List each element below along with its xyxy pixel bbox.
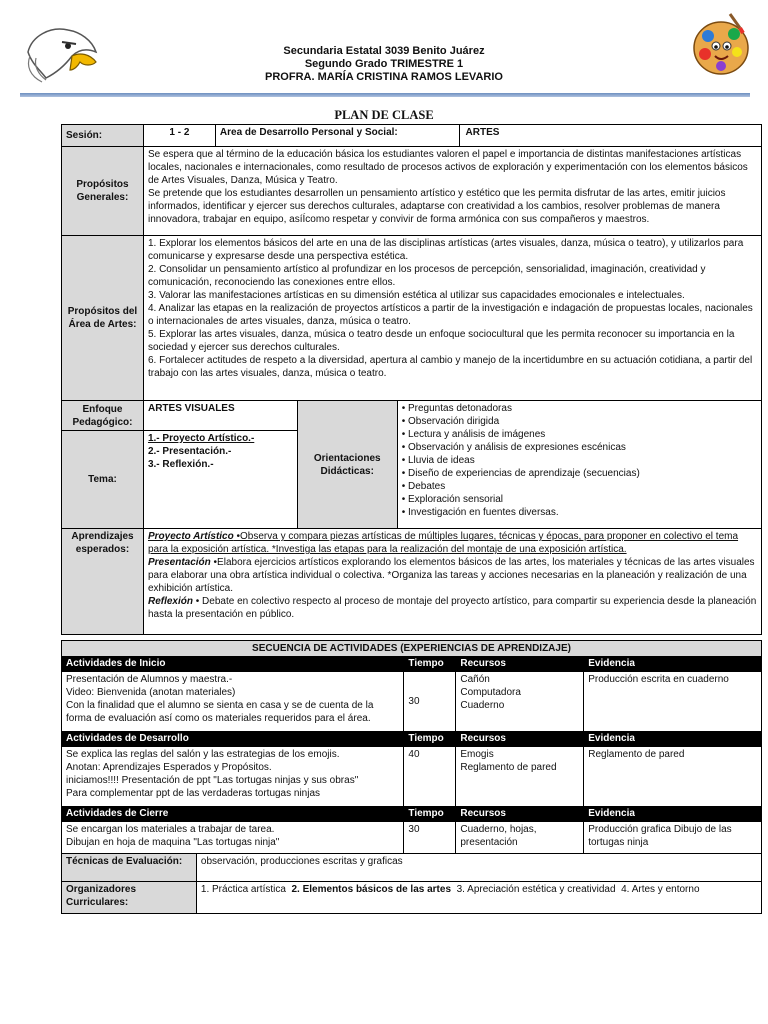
activity-line: Anotan: Aprendizajes Esperados y Propósitos. <box>66 762 272 773</box>
orientaciones-list <box>397 401 761 529</box>
orientacion-item: • Lluvia de ideas <box>402 454 757 467</box>
orientacion-item: • Diseño de experiencias de aprendizaje (secuencias) <box>402 467 757 480</box>
page-title: PLAN DE CLASE <box>334 108 434 122</box>
recurso-item: Emogis <box>460 749 494 760</box>
tema-list <box>143 431 297 529</box>
tecnicas-row <box>62 854 762 882</box>
aprendizaje-2-text: •Elabora ejercicios artísticos explorando los elementos básicos de las artes, los materiales y técnicas de las artes visuales para elaborar una obra artística individual o colectiva. *Organiza las tareas y acciones necesarias en la planeación y realización de una exhibición artística. <box>147 557 755 594</box>
orientacion-item: • Investigación en fuentes diversas. <box>402 506 757 519</box>
area-label: Area de Desarrollo Personal y Social: <box>215 125 459 147</box>
inicio-recursos <box>456 672 584 732</box>
propositos-area-text <box>143 236 761 401</box>
aprendizaje-1-text: •Observa y compara piezas artísticas de múltiples lugares, técnicas y épocas, para proponer en colectivo el tema para la exposición artística. *Investiga las etapas para la realización del montaje de una exposición artística. <box>147 531 739 555</box>
organizador-3: 3. Apreciación estética y creatividad <box>456 884 616 895</box>
cierre-activities <box>62 822 404 854</box>
desarrollo-row <box>62 747 762 807</box>
desarrollo-activities <box>62 747 404 807</box>
secuencia-title: SECUENCIA DE ACTIVIDADES (EXPERIENCIAS DE APRENDIZAJE) <box>62 641 762 657</box>
evaluation-table <box>61 853 762 914</box>
organizadores-row <box>62 882 762 914</box>
aprendizaje-3-title: Reflexión <box>147 596 193 607</box>
orientaciones-label: Orientaciones Didácticas: <box>297 401 397 529</box>
recurso-item: Cañón <box>460 674 490 685</box>
cierre-recursos: Cuaderno, hojas, presentación <box>456 822 584 854</box>
recurso-item: Computadora <box>460 687 521 698</box>
inicio-evidencia: Producción escrita en cuaderno <box>584 672 762 732</box>
secuencia-title-row <box>62 641 762 657</box>
tecnicas-label: Técnicas de Evaluación: <box>62 854 197 882</box>
evidencia-header: Evidencia <box>584 732 762 747</box>
desarrollo-header: Actividades de Desarrollo <box>62 732 404 747</box>
orientacion-item: • Observación y análisis de expresiones escénicas <box>402 441 757 454</box>
activity-line: Para complementar ppt de las verdaderas tortugas ninjas <box>66 788 321 799</box>
activity-line: Se encargan los materiales a trabajar de tarea. <box>66 824 275 835</box>
document-header <box>0 0 768 100</box>
cierre-header-row <box>62 807 762 822</box>
activity-line: Dibujan en hoja de maquina "Las tortugas ninja" <box>66 837 280 848</box>
orientacion-item: • Preguntas detonadoras <box>402 402 757 415</box>
tiempo-header: Tiempo <box>404 732 456 747</box>
cierre-header: Actividades de Cierre <box>62 807 404 822</box>
recurso-item: Reglamento de pared <box>460 762 557 773</box>
teacher-name: PROFRA. MARÍA CRISTINA RAMOS LEVARIO <box>265 71 503 83</box>
organizador-2: 2. Elementos básicos de las artes <box>291 884 452 895</box>
inicio-tiempo: 30 <box>404 672 456 732</box>
proposito-item: 3. Valorar las manifestaciones artísticas en su dimensión estética al utilizar sus capacidades emocionales e intelectuales. <box>147 290 685 301</box>
cierre-evidencia: Producción grafica Dibujo de las tortugas ninja <box>584 822 762 854</box>
inicio-header: Actividades de Inicio <box>62 657 404 672</box>
aprendizajes-text <box>143 529 761 635</box>
inicio-row <box>62 672 762 732</box>
tema-label: Tema: <box>62 431 144 529</box>
organizador-4: 4. Artes y entorno <box>621 884 700 895</box>
cierre-tiempo: 30 <box>404 822 456 854</box>
orientacion-item: • Observación dirigida <box>402 415 757 428</box>
orientacion-item: • Exploración sensorial <box>402 493 757 506</box>
inicio-activities <box>62 672 404 732</box>
proposito-item: 6. Fortalecer actitudes de respeto a la diversidad, apertura al cambio y manejo de la incertidumbre en su actuación cotidiana, a partir del trabajo con las artes visuales, danza, música o teatro. <box>147 355 753 379</box>
activity-line: Con la finalidad que el alumno se sienta en casa y se de cuenta de la forma de evaluación así como os materiales requeridos para el área. <box>66 700 374 724</box>
propositos-area-row <box>62 236 762 401</box>
inicio-header-row <box>62 657 762 672</box>
tiempo-header: Tiempo <box>404 807 456 822</box>
school-name: Secundaria Estatal 3039 Benito Juárez <box>283 45 485 57</box>
proposito-item: 1. Explorar los elementos básicos del arte en una de las disciplinas artísticas (artes visuales, danza, música o teatro), y utilizarlos para comunicarse y expresarse desde una perspectiva estética. <box>147 238 744 262</box>
proposito-item: 2. Consolidar un pensamiento artístico al profundizar en los procesos de percepción, sensorialidad, imaginación, creatividad y comunicación, reconociendo las conexiones entre ellos. <box>147 264 706 288</box>
organizadores-value <box>196 882 761 914</box>
activities-table <box>61 640 762 854</box>
session-row <box>62 125 762 147</box>
tecnicas-value: observación, producciones escritas y graficas <box>196 854 761 882</box>
area-value: ARTES <box>459 125 761 147</box>
aprendizaje-3 <box>148 595 757 621</box>
header-rule <box>20 93 750 97</box>
enfoque-label: Enfoque Pedagógico: <box>62 401 144 431</box>
enfoque-value: ARTES VISUALES <box>143 401 297 431</box>
tiempo-header: Tiempo <box>404 657 456 672</box>
recursos-header: Recursos <box>456 657 584 672</box>
activity-line: Presentación de Alumnos y maestra.- <box>66 674 233 685</box>
grade-trimester: Segundo Grado TRIMESTRE 1 <box>304 58 464 70</box>
desarrollo-evidencia: Reglamento de pared <box>584 747 762 807</box>
evidencia-header: Evidencia <box>584 657 762 672</box>
evidencia-header: Evidencia <box>584 807 762 822</box>
organizadores-label: Organizadores Curriculares: <box>62 882 197 914</box>
eagle-logo-icon <box>22 22 100 86</box>
propositos-generales-label: Propósitos Generales: <box>62 147 144 236</box>
recurso-item: Cuaderno <box>460 700 505 711</box>
desarrollo-recursos <box>456 747 584 807</box>
enfoque-row <box>62 401 762 431</box>
proposito-item: 4. Analizar las etapas en la realización de proyectos artísticos a partir de la investigación e indagación de propuestas locales, nacionales o internacionales de artes visuales, danza, música o teatro. <box>147 303 753 327</box>
tema-item: 3.- Reflexión.- <box>147 459 214 470</box>
aprendizajes-row <box>62 529 762 635</box>
paint-palette-icon <box>690 10 752 82</box>
session-value: 1 - 2 <box>143 125 215 147</box>
orientacion-item: • Debates <box>402 480 757 493</box>
session-label: Sesión: <box>62 125 144 147</box>
plan-table <box>61 124 762 635</box>
organizador-1: 1. Práctica artística <box>200 884 286 895</box>
aprendizaje-3-text: • Debate en colectivo respecto al proceso de montaje del proyecto artístico, para compartir su experiencia desde la planeación hasta la presentación en público. <box>147 596 757 620</box>
desarrollo-header-row <box>62 732 762 747</box>
aprendizaje-1 <box>148 530 757 556</box>
aprendizajes-label: Aprendizajes esperados: <box>62 529 144 635</box>
desarrollo-tiempo: 40 <box>404 747 456 807</box>
recursos-header: Recursos <box>456 807 584 822</box>
aprendizaje-2-title: Presentación <box>147 557 211 568</box>
tema-item: 1.- Proyecto Artístico.- <box>147 433 255 444</box>
aprendizaje-1-title: Proyecto Artístico <box>147 531 234 542</box>
propositos-area-label: Propósitos del Área de Artes: <box>62 236 144 401</box>
activity-line: Se explica las reglas del salón y las estrategias de los emojis. <box>66 749 340 760</box>
orientacion-item: • Lectura y análisis de imágenes <box>402 428 757 441</box>
activity-line: Video: Bienvenida (anotan materiales) <box>66 687 236 698</box>
tema-item: 2.- Presentación.- <box>147 446 232 457</box>
cierre-row <box>62 822 762 854</box>
activity-line: iniciamos!!!! Presentación de ppt "Las tortugas ninjas y sus obras" <box>66 775 359 786</box>
recursos-header: Recursos <box>456 732 584 747</box>
aprendizaje-2 <box>148 556 757 595</box>
proposito-item: 5. Explorar las artes visuales, danza, música o teatro desde un enfoque sociocultural que les permita reconocer su importancia en la sociedad y ejercer sus derechos culturales. <box>147 329 735 353</box>
propositos-generales-p1: Se espera que al término de la educación básica los estudiantes valoren el papel e importancia de distintas manifestaciones artísticas locales, nacionales e internacionales, como resultado de procesos activos de exploración y experimentación con los elementos básicos de Artes Visuales, Danza, Música y Teatro. <box>147 149 748 186</box>
propositos-generales-p2: Se pretende que los estudiantes desarrollen un pensamiento artístico y estético que les permita disfrutar de las artes, emitir juicios informados, identificar y ejercer sus derechos culturales, adaptarse con creatividad a los cambios, resolver problemas de manera innovadora, trabajar en equipo, asíÍcomo respetar y convivir de forma armónica con sus compañeros y maestros. <box>147 188 726 225</box>
propositos-generales-text <box>143 147 761 236</box>
propositos-generales-row <box>62 147 762 236</box>
school-info <box>200 45 568 84</box>
